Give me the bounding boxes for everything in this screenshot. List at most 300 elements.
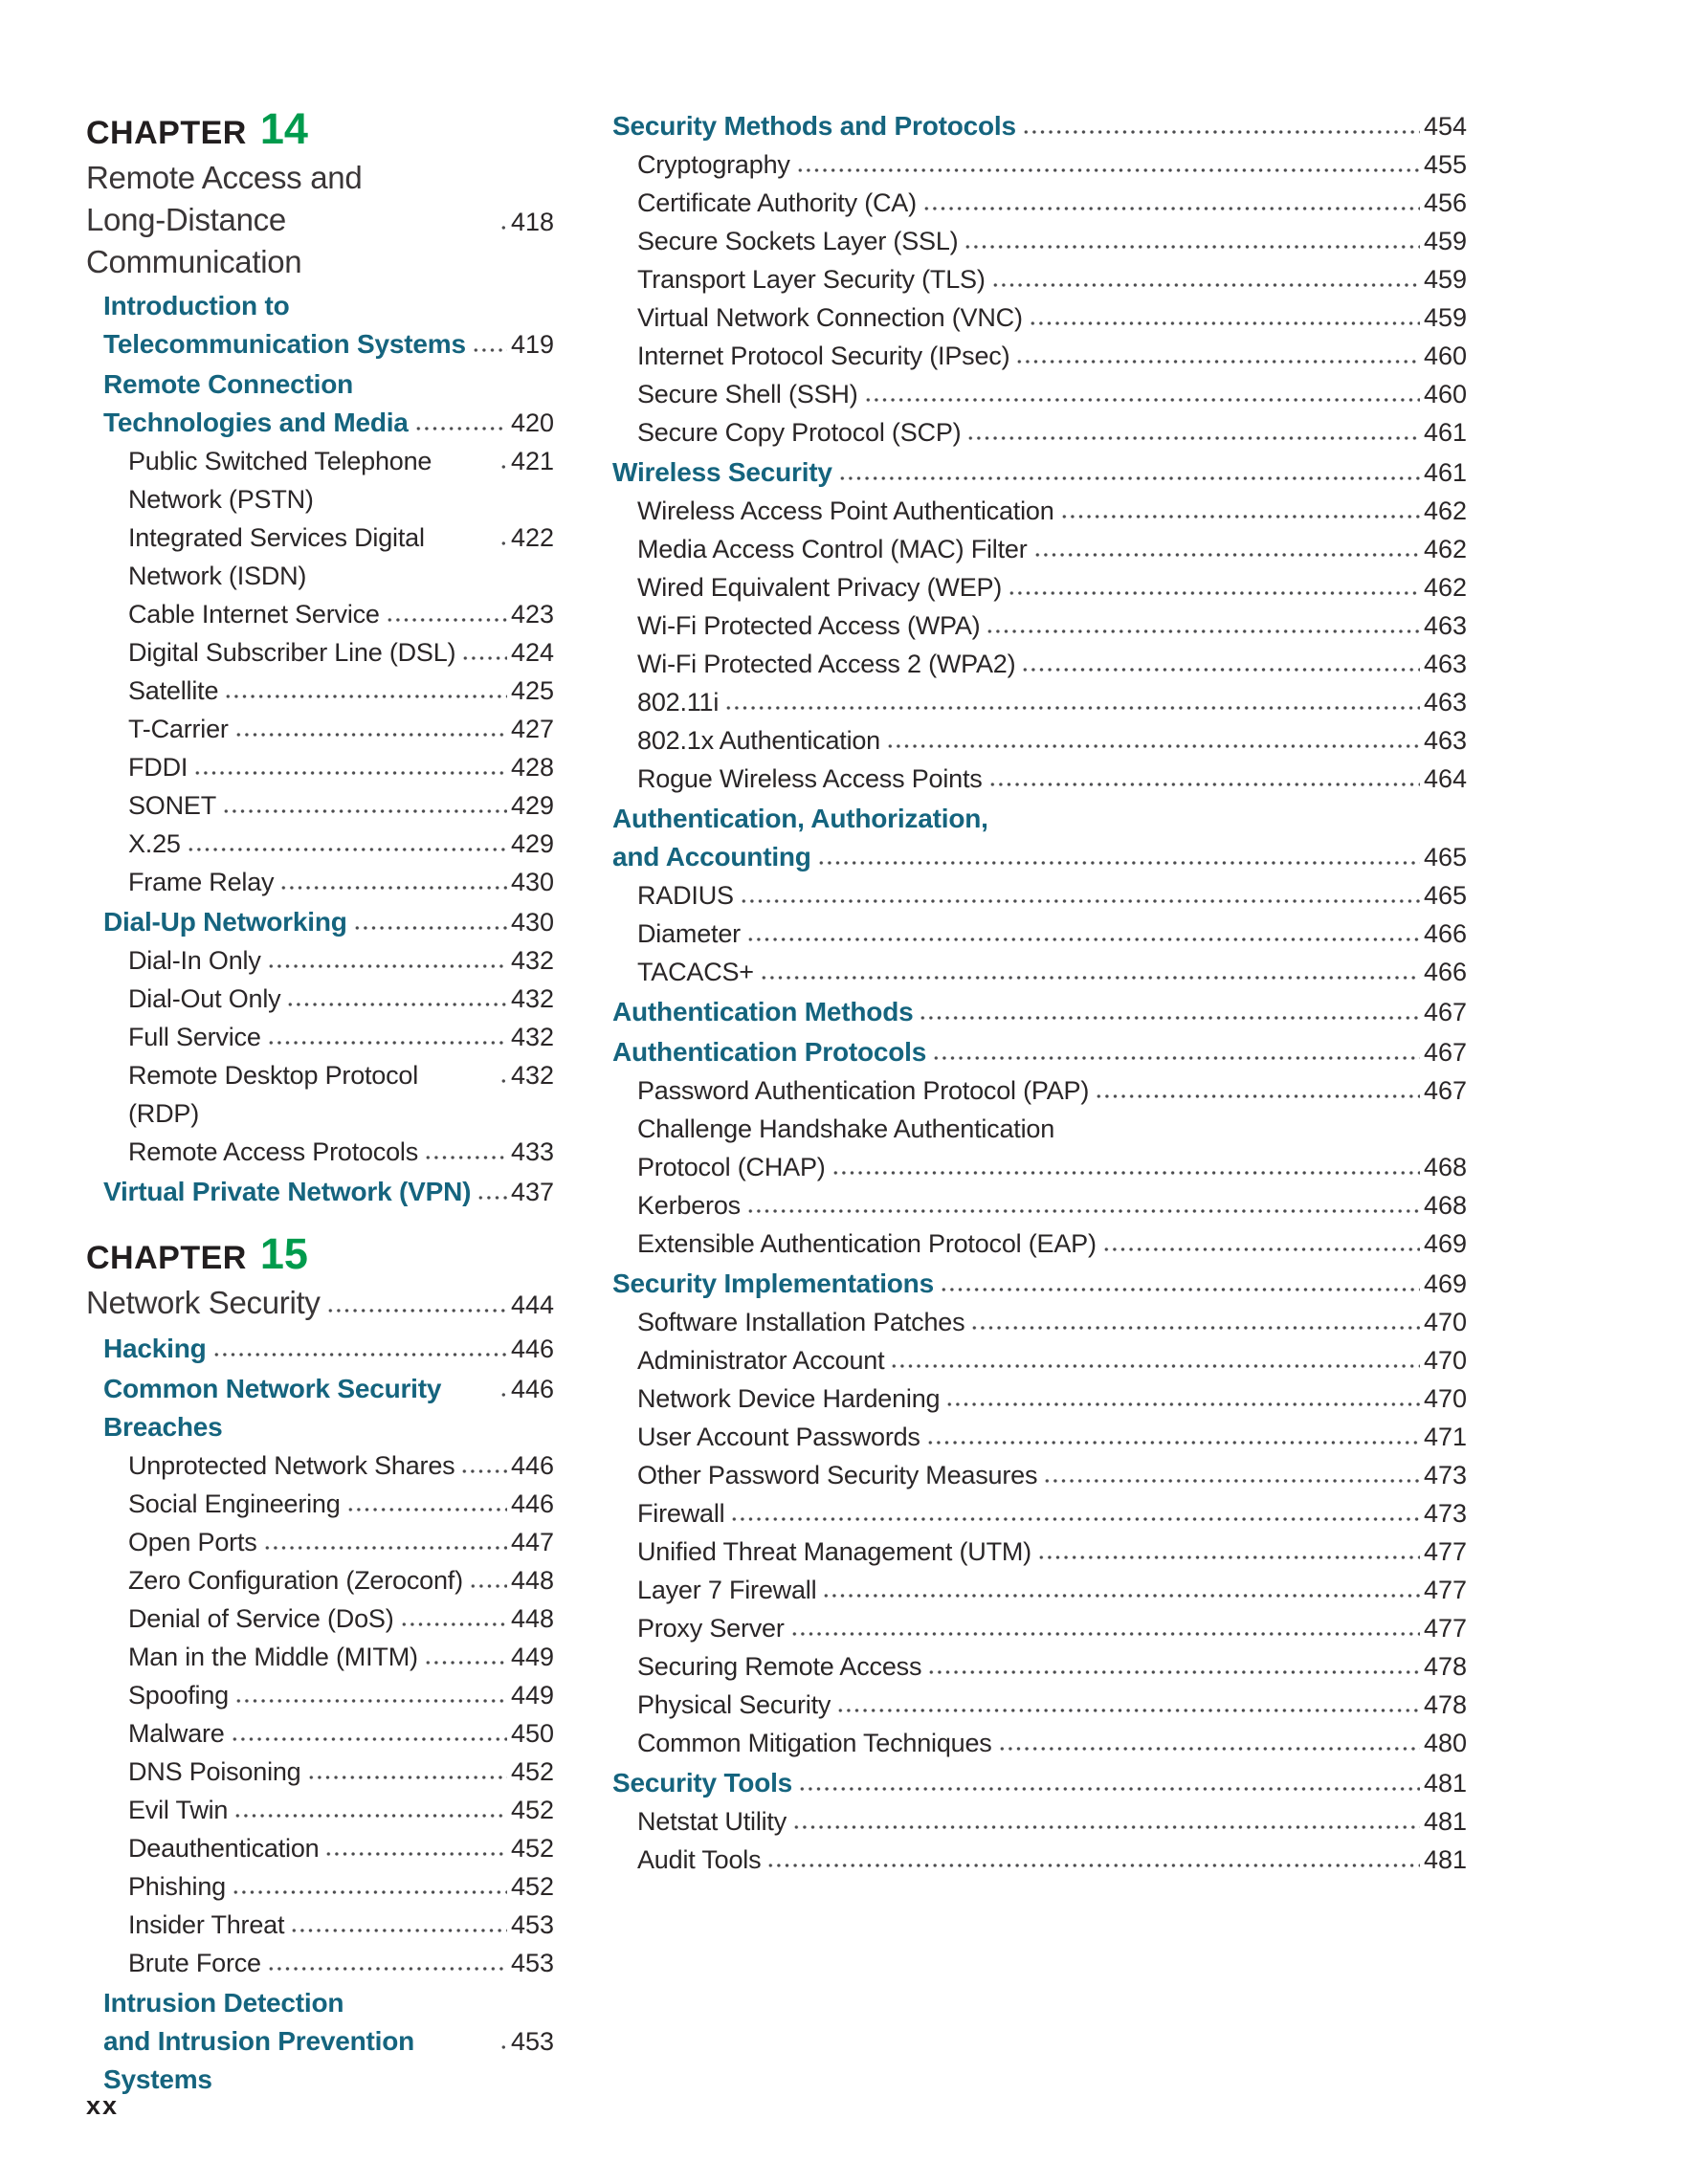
toc-entry bbox=[637, 607, 1467, 645]
toc-entry bbox=[128, 1676, 554, 1714]
page-number: 471 bbox=[1423, 1423, 1467, 1451]
toc-section bbox=[612, 1033, 1467, 1071]
page-number: 464 bbox=[1423, 764, 1467, 793]
toc-item-label: Kerberos bbox=[637, 1191, 741, 1220]
toc-entry-link[interactable] bbox=[128, 1638, 554, 1676]
toc-entry bbox=[637, 876, 1467, 915]
page-number: 462 bbox=[1423, 573, 1467, 602]
page-number: 447 bbox=[510, 1528, 554, 1556]
toc-entry-link[interactable] bbox=[128, 786, 554, 825]
dotted-leader bbox=[418, 1660, 509, 1666]
page-number: 433 bbox=[510, 1137, 554, 1166]
toc-item-label: Integrated Services Digital Network (ISDN) bbox=[128, 523, 425, 590]
toc-item-label: Firewall bbox=[637, 1499, 725, 1528]
dotted-leader bbox=[811, 860, 1422, 866]
dotted-leader bbox=[494, 464, 509, 470]
toc-entry bbox=[128, 1753, 554, 1791]
toc-entry bbox=[637, 337, 1467, 375]
toc-entry-link[interactable] bbox=[128, 941, 554, 980]
toc-item-label: Software Installation Patches bbox=[637, 1308, 965, 1336]
toc-entry bbox=[637, 1802, 1467, 1841]
toc-entry-link[interactable] bbox=[637, 645, 1467, 683]
toc-entry-link[interactable] bbox=[637, 1609, 1467, 1647]
toc-entry-link[interactable] bbox=[637, 1533, 1467, 1571]
page-number: 459 bbox=[1423, 303, 1467, 332]
page-number: 423 bbox=[510, 600, 554, 629]
page-number: 481 bbox=[1423, 1845, 1467, 1874]
toc-entry-link[interactable] bbox=[128, 1791, 554, 1829]
page-number: 432 bbox=[510, 946, 554, 975]
toc-item-label: Intrusion Detection bbox=[103, 1988, 344, 2018]
dotted-leader bbox=[1097, 1246, 1422, 1252]
toc-item-label: Digital Subscriber Line (DSL) bbox=[128, 638, 456, 667]
toc-entry-link[interactable] bbox=[128, 1018, 554, 1056]
toc-section bbox=[612, 453, 1467, 492]
dotted-leader bbox=[261, 1966, 509, 1972]
toc-entry bbox=[637, 1533, 1467, 1571]
toc-entry-link[interactable] bbox=[637, 1186, 1467, 1224]
toc-entry bbox=[637, 1186, 1467, 1224]
dotted-leader bbox=[261, 963, 509, 969]
toc-entry-link[interactable] bbox=[128, 1714, 554, 1753]
toc-section-link[interactable] bbox=[103, 1330, 554, 1368]
page-number: 478 bbox=[1423, 1690, 1467, 1719]
toc-entry-link[interactable] bbox=[128, 595, 554, 633]
toc-item-label: and Intrusion Prevention Systems bbox=[103, 2026, 415, 2094]
toc-item-label: Network Security bbox=[86, 1285, 321, 1320]
page-number: 461 bbox=[1423, 418, 1467, 447]
dotted-leader bbox=[983, 782, 1422, 787]
toc-item-label: Public Switched Telephone Network (PSTN) bbox=[128, 447, 432, 514]
toc-section-link[interactable] bbox=[103, 325, 554, 364]
dotted-leader bbox=[380, 617, 509, 623]
folio-page-number: xx bbox=[86, 2091, 120, 2120]
chapter-title-link[interactable] bbox=[86, 1282, 554, 1326]
toc-entry-link[interactable] bbox=[637, 1456, 1467, 1494]
toc-entry-link[interactable] bbox=[128, 1867, 554, 1906]
toc-item-label: Wireless Access Point Authentication bbox=[637, 496, 1054, 525]
toc-entry bbox=[128, 1599, 554, 1638]
dotted-leader bbox=[958, 244, 1421, 250]
dotted-leader bbox=[831, 1708, 1422, 1713]
toc-section-link[interactable] bbox=[103, 404, 554, 442]
toc-item-label: Secure Shell (SSH) bbox=[637, 380, 858, 408]
page-number: 453 bbox=[510, 1910, 554, 1939]
toc-entry-link[interactable] bbox=[637, 721, 1467, 760]
toc-entry-link[interactable] bbox=[128, 1599, 554, 1638]
toc-section-link[interactable] bbox=[103, 1173, 554, 1211]
toc-entry bbox=[128, 786, 554, 825]
toc-entry-link[interactable] bbox=[637, 915, 1467, 953]
dotted-leader bbox=[1002, 590, 1422, 596]
toc-item-label: Unprotected Network Shares bbox=[128, 1451, 455, 1480]
page-number: 469 bbox=[1423, 1269, 1467, 1298]
toc-entry-link[interactable] bbox=[637, 953, 1467, 991]
page-number: 470 bbox=[1423, 1384, 1467, 1413]
toc-entry bbox=[637, 1071, 1467, 1110]
chapter-number: 14 bbox=[259, 104, 308, 153]
page-number: 477 bbox=[1423, 1614, 1467, 1643]
toc-section bbox=[103, 1370, 554, 1446]
dotted-leader bbox=[284, 1928, 509, 1933]
toc-entry bbox=[637, 645, 1467, 683]
page-number: 480 bbox=[1423, 1729, 1467, 1757]
toc-entry bbox=[637, 568, 1467, 607]
toc-entry bbox=[128, 1714, 554, 1753]
toc-entry bbox=[637, 298, 1467, 337]
toc-section-link[interactable] bbox=[612, 1265, 1467, 1303]
page-number: 460 bbox=[1423, 342, 1467, 370]
toc-entry-link[interactable] bbox=[128, 1523, 554, 1561]
chapter-title-link[interactable] bbox=[86, 199, 554, 283]
toc-item-label: Cable Internet Service bbox=[128, 600, 380, 629]
toc-section-link[interactable] bbox=[103, 903, 554, 941]
page-number: 446 bbox=[510, 1335, 554, 1363]
dotted-leader bbox=[724, 1516, 1422, 1522]
page-number: 459 bbox=[1423, 227, 1467, 255]
toc-entry bbox=[637, 1841, 1467, 1879]
chapter-title bbox=[86, 157, 554, 283]
toc-entry-link[interactable] bbox=[128, 442, 554, 518]
toc-entry-link[interactable] bbox=[637, 607, 1467, 645]
toc-entry bbox=[637, 953, 1467, 991]
dotted-leader bbox=[785, 1631, 1422, 1637]
toc-entry-link[interactable] bbox=[637, 1571, 1467, 1609]
dotted-leader bbox=[494, 1078, 509, 1084]
toc-section-link[interactable] bbox=[612, 1764, 1467, 1802]
toc-entry bbox=[637, 1571, 1467, 1609]
dotted-leader bbox=[964, 1325, 1422, 1331]
dotted-leader bbox=[986, 282, 1422, 288]
page-number: 481 bbox=[1423, 1769, 1467, 1798]
toc-entry bbox=[128, 1791, 554, 1829]
page-number: 444 bbox=[510, 1291, 554, 1319]
dotted-leader bbox=[261, 1040, 509, 1046]
toc-item-label: Long-Distance Communication bbox=[86, 202, 302, 279]
dotted-leader bbox=[463, 1583, 509, 1589]
dotted-leader bbox=[225, 1736, 509, 1742]
page-number: 429 bbox=[510, 829, 554, 858]
toc-entry bbox=[128, 1018, 554, 1056]
dotted-leader bbox=[913, 1015, 1421, 1021]
toc-entry-link[interactable] bbox=[637, 1418, 1467, 1456]
page-number: 467 bbox=[1423, 1076, 1467, 1105]
toc-entry bbox=[128, 1523, 554, 1561]
toc-item-label: and Accounting bbox=[612, 842, 811, 871]
toc-entry-link[interactable] bbox=[128, 863, 554, 901]
toc-entry-link[interactable] bbox=[637, 492, 1467, 530]
toc-item-label: Phishing bbox=[128, 1872, 226, 1901]
toc-entry bbox=[637, 1456, 1467, 1494]
page-number: 432 bbox=[510, 984, 554, 1013]
toc-item-label: Virtual Network Connection (VNC) bbox=[637, 303, 1023, 332]
toc-item-label: 802.1x Authentication bbox=[637, 726, 881, 755]
page-number: 452 bbox=[510, 1796, 554, 1824]
page-number: 437 bbox=[510, 1178, 554, 1206]
toc-item-label: Remote Access and bbox=[86, 160, 363, 195]
toc-entry bbox=[128, 672, 554, 710]
toc-item-label: Security Methods and Protocols bbox=[612, 111, 1016, 141]
page-number: 466 bbox=[1423, 919, 1467, 948]
toc-item-label: Evil Twin bbox=[128, 1796, 229, 1824]
page-number: 419 bbox=[510, 330, 554, 359]
toc-item-label: Brute Force bbox=[128, 1949, 261, 1977]
toc-entry-link[interactable] bbox=[128, 1485, 554, 1523]
toc-item-label: Authentication, Authorization, bbox=[612, 804, 988, 833]
toc-item-label: Remote Desktop Protocol (RDP) bbox=[128, 1061, 419, 1128]
toc-item-label: Dial-In Only bbox=[128, 946, 261, 975]
dotted-leader bbox=[1054, 514, 1422, 519]
toc-item-label: Network Device Hardening bbox=[637, 1384, 941, 1413]
dotted-leader bbox=[1015, 667, 1422, 673]
dotted-leader bbox=[761, 1863, 1422, 1868]
toc-entry bbox=[637, 1494, 1467, 1533]
toc-entry bbox=[637, 915, 1467, 953]
dotted-leader bbox=[921, 1669, 1422, 1675]
toc-entry bbox=[637, 222, 1467, 260]
toc-entry-link[interactable] bbox=[637, 1224, 1467, 1263]
page-number: 453 bbox=[510, 1949, 554, 1977]
toc-item-label: Zero Configuration (Zeroconf) bbox=[128, 1566, 463, 1595]
toc-item-label: Hacking bbox=[103, 1334, 207, 1363]
dotted-leader bbox=[321, 1308, 509, 1313]
dotted-leader bbox=[454, 1468, 508, 1474]
page-number: 463 bbox=[1423, 726, 1467, 755]
toc-entry-link[interactable] bbox=[128, 980, 554, 1018]
toc-item-label: Frame Relay bbox=[128, 868, 275, 896]
toc-section-link[interactable] bbox=[103, 1370, 554, 1446]
toc-item-label: Remote Connection bbox=[103, 369, 354, 399]
page-number: 422 bbox=[510, 523, 554, 552]
toc-entry-link[interactable] bbox=[128, 633, 554, 672]
dotted-leader bbox=[1037, 1478, 1422, 1484]
page-number: 448 bbox=[510, 1566, 554, 1595]
dotted-leader bbox=[341, 1507, 509, 1512]
page-number: 454 bbox=[1423, 112, 1467, 141]
toc-item-label: Secure Sockets Layer (SSL) bbox=[637, 227, 959, 255]
toc-entry-link[interactable] bbox=[637, 1148, 1467, 1186]
toc-entry-link[interactable] bbox=[637, 1494, 1467, 1533]
toc-item-label: Audit Tools bbox=[637, 1845, 762, 1874]
toc-entry-link[interactable] bbox=[128, 1446, 554, 1485]
toc-item-label: Deauthentication bbox=[128, 1834, 320, 1863]
toc-section bbox=[103, 903, 554, 941]
toc-entry bbox=[128, 518, 554, 595]
toc-item-label: Introduction to bbox=[103, 291, 290, 320]
toc-entry bbox=[128, 1561, 554, 1599]
toc-entry-link[interactable] bbox=[637, 1647, 1467, 1686]
toc-entry-link[interactable] bbox=[637, 1724, 1467, 1762]
toc-item-label: Dial-Up Networking bbox=[103, 907, 347, 937]
toc-entry-link[interactable] bbox=[637, 145, 1467, 184]
toc-item-label: Cryptography bbox=[637, 150, 790, 179]
dotted-leader bbox=[858, 397, 1422, 403]
page-number: 449 bbox=[510, 1681, 554, 1710]
page-number: 429 bbox=[510, 791, 554, 820]
dotted-leader bbox=[274, 885, 509, 891]
toc-entry-link[interactable] bbox=[128, 1676, 554, 1714]
page-number: 469 bbox=[1423, 1229, 1467, 1258]
toc-entry-link[interactable] bbox=[637, 683, 1467, 721]
dotted-leader bbox=[734, 898, 1422, 904]
toc-section bbox=[612, 1764, 1467, 1802]
page-number: 478 bbox=[1423, 1652, 1467, 1681]
toc-entry bbox=[128, 863, 554, 901]
toc-entry bbox=[128, 941, 554, 980]
toc-entry-link[interactable] bbox=[128, 1944, 554, 1982]
page-number: 463 bbox=[1423, 650, 1467, 678]
page-number: 446 bbox=[510, 1489, 554, 1518]
page-number: 465 bbox=[1423, 843, 1467, 871]
toc-entry bbox=[128, 1906, 554, 1944]
toc-section-link[interactable] bbox=[612, 107, 1467, 145]
toc-entry-link[interactable] bbox=[128, 825, 554, 863]
toc-section bbox=[612, 993, 1467, 1031]
toc-section bbox=[103, 287, 554, 364]
toc-item-label: Unified Threat Management (UTM) bbox=[637, 1537, 1031, 1566]
page-number: 448 bbox=[510, 1604, 554, 1633]
dotted-leader bbox=[347, 925, 509, 931]
toc-item-label: Common Network Security Breaches bbox=[103, 1374, 442, 1442]
toc-entry bbox=[637, 492, 1467, 530]
toc-item-label: 802.11i bbox=[637, 688, 720, 717]
dotted-leader bbox=[792, 1786, 1422, 1792]
toc-entry bbox=[637, 260, 1467, 298]
toc-entry bbox=[637, 375, 1467, 413]
toc-section-link[interactable] bbox=[612, 1033, 1467, 1071]
dotted-leader bbox=[226, 1889, 509, 1895]
dotted-leader bbox=[188, 770, 509, 776]
toc-column-left bbox=[86, 104, 554, 2099]
toc-item-label: Certificate Authority (CA) bbox=[637, 188, 917, 217]
dotted-leader bbox=[1031, 1555, 1422, 1560]
toc-item-label: Social Engineering bbox=[128, 1489, 341, 1518]
toc-entry bbox=[128, 980, 554, 1018]
toc-item-label: Extensible Authentication Protocol (EAP) bbox=[637, 1229, 1097, 1258]
toc-entry-link[interactable] bbox=[637, 760, 1467, 798]
chapter-label: CHAPTER bbox=[86, 1240, 247, 1276]
toc-entry-link[interactable] bbox=[637, 375, 1467, 413]
toc-entry bbox=[637, 413, 1467, 452]
page-number: 430 bbox=[510, 868, 554, 896]
page-number: 470 bbox=[1423, 1308, 1467, 1336]
page-number: 465 bbox=[1423, 881, 1467, 910]
toc-item-label: Technologies and Media bbox=[103, 408, 409, 437]
toc-item-label: Wireless Security bbox=[612, 457, 832, 487]
toc-entry bbox=[128, 1867, 554, 1906]
dotted-leader bbox=[494, 2044, 509, 2050]
toc-item-label: Rogue Wireless Access Points bbox=[637, 764, 983, 793]
toc-item-label: Satellite bbox=[128, 676, 219, 705]
dotted-leader bbox=[494, 1392, 509, 1398]
toc-entry-link[interactable] bbox=[637, 260, 1467, 298]
chapter-block bbox=[86, 104, 554, 283]
toc-section-link[interactable] bbox=[612, 993, 1467, 1031]
toc-entry-link[interactable] bbox=[637, 337, 1467, 375]
toc-entry-link[interactable] bbox=[637, 222, 1467, 260]
toc-entry bbox=[637, 145, 1467, 184]
toc-entry-link[interactable] bbox=[637, 1686, 1467, 1724]
dotted-leader bbox=[920, 1440, 1422, 1445]
dotted-leader bbox=[816, 1593, 1422, 1599]
page-number: 452 bbox=[510, 1872, 554, 1901]
toc-entry bbox=[637, 1110, 1467, 1186]
toc-entry-link[interactable] bbox=[637, 184, 1467, 222]
toc-item-label: DNS Poisoning bbox=[128, 1757, 301, 1786]
toc-entry-link[interactable] bbox=[128, 672, 554, 710]
page-number: 461 bbox=[1423, 458, 1467, 487]
page-number: 481 bbox=[1423, 1807, 1467, 1836]
page-number: 432 bbox=[510, 1023, 554, 1051]
toc-entry bbox=[128, 710, 554, 748]
toc-item-label: X.25 bbox=[128, 829, 181, 858]
toc-item-label: RADIUS bbox=[637, 881, 734, 910]
toc-entry-link[interactable] bbox=[128, 518, 554, 595]
dotted-leader bbox=[1023, 320, 1422, 326]
toc-entry-link[interactable] bbox=[637, 530, 1467, 568]
dotted-leader bbox=[418, 1155, 509, 1160]
toc-entry-link[interactable] bbox=[128, 710, 554, 748]
page-number: 446 bbox=[510, 1451, 554, 1480]
toc-section-link[interactable] bbox=[103, 2022, 554, 2099]
toc-entry bbox=[128, 1446, 554, 1485]
toc-entry bbox=[637, 1647, 1467, 1686]
toc-entry bbox=[637, 530, 1467, 568]
dotted-leader bbox=[301, 1775, 509, 1780]
toc-entry-link[interactable] bbox=[637, 1802, 1467, 1841]
toc-entry bbox=[128, 595, 554, 633]
toc-entry bbox=[637, 1303, 1467, 1341]
toc-entry-link[interactable] bbox=[128, 748, 554, 786]
toc-entry bbox=[637, 1609, 1467, 1647]
dotted-leader bbox=[1016, 129, 1422, 135]
toc-item-label: Remote Access Protocols bbox=[128, 1137, 419, 1166]
page-number: 477 bbox=[1423, 1576, 1467, 1604]
toc-entry-link[interactable] bbox=[637, 413, 1467, 452]
toc-entry-link[interactable] bbox=[637, 298, 1467, 337]
toc-item-label: T-Carrier bbox=[128, 715, 229, 743]
toc-entry-link[interactable] bbox=[128, 1906, 554, 1944]
toc-entry-link[interactable] bbox=[128, 1829, 554, 1867]
toc-item-label: Internet Protocol Security (IPsec) bbox=[637, 342, 1010, 370]
toc-entry-link[interactable] bbox=[128, 1056, 554, 1133]
toc-entry-link[interactable] bbox=[637, 1303, 1467, 1341]
toc-entry-link[interactable] bbox=[637, 1379, 1467, 1418]
toc-entry-link[interactable] bbox=[128, 1561, 554, 1599]
toc-item-label: Virtual Private Network (VPN) bbox=[103, 1177, 472, 1206]
dotted-leader bbox=[409, 426, 509, 431]
dotted-leader bbox=[741, 937, 1422, 942]
page-number: 418 bbox=[510, 208, 554, 236]
page-number: 467 bbox=[1423, 1038, 1467, 1067]
toc-section-link[interactable] bbox=[612, 838, 1467, 876]
page-number: 468 bbox=[1423, 1153, 1467, 1181]
toc-entry-link[interactable] bbox=[637, 1341, 1467, 1379]
toc-entry bbox=[128, 1133, 554, 1171]
toc-section-link[interactable] bbox=[612, 453, 1467, 492]
toc-entry-link[interactable] bbox=[637, 568, 1467, 607]
toc-entry bbox=[637, 721, 1467, 760]
toc-entry-link[interactable] bbox=[637, 876, 1467, 915]
toc-entry-link[interactable] bbox=[637, 1071, 1467, 1110]
toc-entry-link[interactable] bbox=[637, 1841, 1467, 1879]
toc-entry-link[interactable] bbox=[128, 1753, 554, 1791]
dotted-leader bbox=[741, 1208, 1422, 1214]
toc-entry-link[interactable] bbox=[128, 1133, 554, 1171]
page-number: 446 bbox=[510, 1375, 554, 1403]
toc-item-label: Transport Layer Security (TLS) bbox=[637, 265, 986, 294]
toc-item-label: Security Implementations bbox=[612, 1268, 934, 1298]
